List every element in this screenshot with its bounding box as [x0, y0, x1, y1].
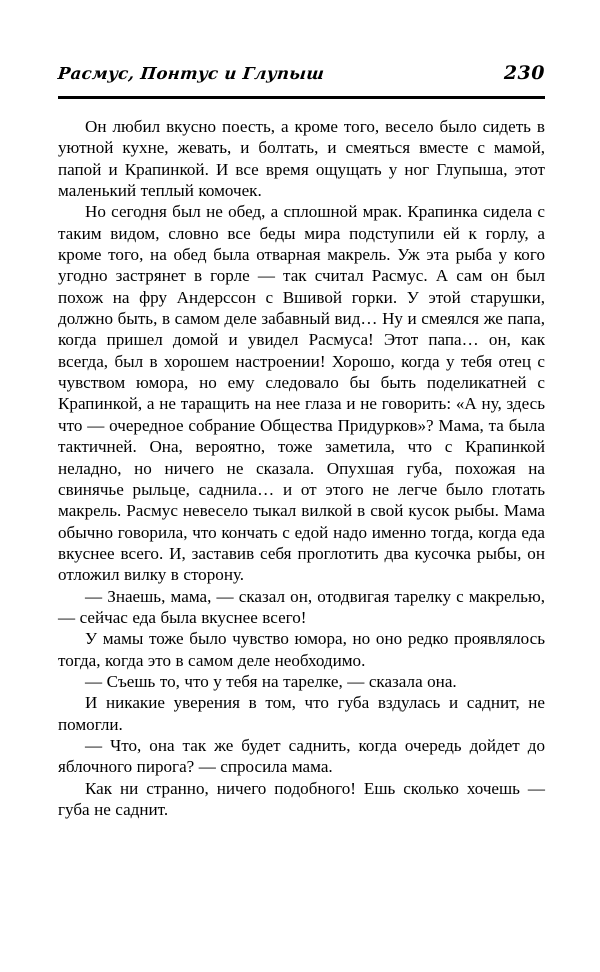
body-text-block	[58, 116, 545, 820]
paragraph: Но сегодня был не обед, а сплошной мрак. Крапинка сидела с таким видом, словно все беды мира подступили ей к горлу, а кроме того, на обед была отварная макрель. Уж эта рыба у кого угодно застрянет в горле — так считал Расмус. А сам он был похож на фру Андерссон с Вшивой горки. У этой старушки, должно быть, в самом деле забавный вид… Ну и смеялся же папа, когда пришел домой и увидел Расмуса! Этот папа… он, как всегда, был в хорошем настроении! Хорошо, когда у тебя отец с чувством юмора, но ему следовало бы быть поделикатней с Крапинкой, а не таращить на нее глаза и не говорить: «А ну, здесь что — очередное собрание Общества Придурков»? Мама, та была тактичней. Она, вероятно, тоже заметила, что с Крапинкой неладно, но ничего не сказала. Опухшая губа, похожая на свинячье рыльце, саднила… и от этого не легче было глотать макрель. Расмус невесело тыкал вилкой в свой кусок рыбы. Мама обычно говорила, что кончать с едой надо именно тогда, когда еда вкуснее всего. И, заставив себя проглотить два кусочка рыбы, он отложил вилку в сторону.	[58, 202, 545, 585]
paragraph: И никакие уверения в том, что губа вздулась и саднит, не помогли.	[58, 693, 545, 734]
paragraph-dialogue: — Знаешь, мама, — сказал он, отодвигая тарелку с макрелью, — сейчас еда была вкуснее всего!	[58, 586, 545, 627]
paragraph-dialogue: — Что, она так же будет саднить, когда очередь дойдет до яблочного пирога? — спросила мама.	[58, 735, 545, 777]
running-head-title: Расмус, Понтус и Глупыш	[57, 64, 326, 83]
paragraph: У мамы тоже было чувство юмора, но оно редко проявлялось тогда, когда это в самом деле необходимо.	[58, 629, 545, 670]
running-header	[58, 62, 545, 88]
paragraph: Как ни странно, ничего подобного! Ешь сколько хочешь — губа не саднит.	[58, 778, 545, 819]
header-divider-rule	[58, 96, 545, 99]
paragraph: Он любил вкусно поесть, а кроме того, весело было сидеть в уютной кухне, жевать, и болтать, и смеяться вместе с мамой, папой и Крапинкой. И все время ощущать у ног Глупыша, этот маленький теплый комочек.	[58, 117, 545, 201]
page-number: 230	[503, 62, 545, 84]
paragraph-dialogue: — Съешь то, что у тебя на тарелке, — сказала она.	[85, 671, 457, 691]
